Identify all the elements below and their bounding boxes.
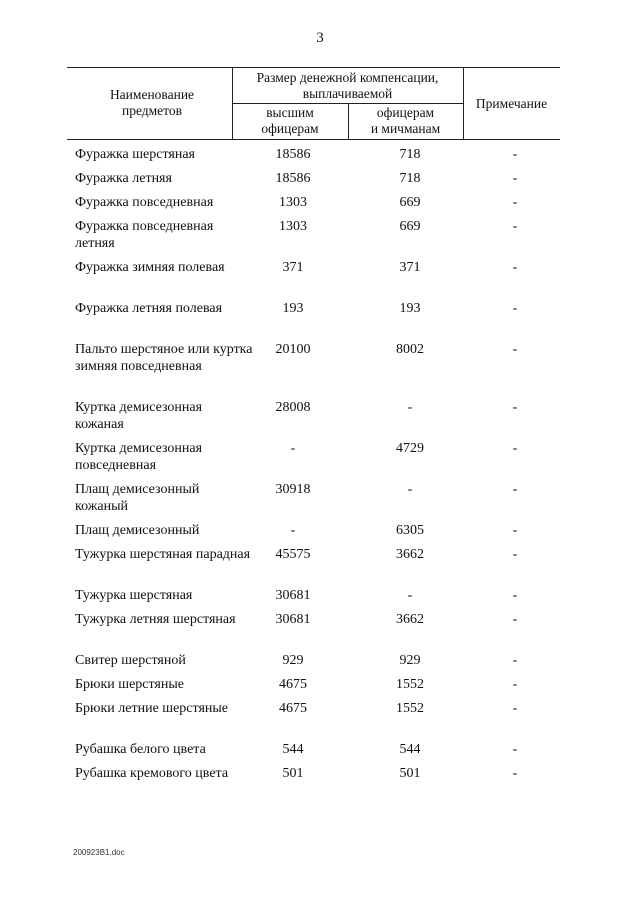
value-officers-midshipmen: 544: [399, 742, 421, 757]
value-officers-midshipmen: -: [407, 400, 413, 415]
note-value: -: [512, 219, 518, 234]
footer-filename: 200923B1.doc: [73, 848, 125, 857]
item-name: Фуражка летняя: [75, 171, 172, 186]
item-name: Куртка демисезонная кожаная: [75, 400, 203, 432]
header-col-high-2: офицерам: [261, 121, 319, 136]
value-high-officers: -: [290, 441, 296, 456]
value-high-officers: 45575: [275, 547, 311, 562]
value-officers-midshipmen: 718: [399, 147, 421, 162]
item-name: Тужурка шерстяная: [75, 588, 193, 603]
item-name: Фуражка повседневная летняя: [75, 219, 214, 251]
note-value: -: [512, 701, 518, 716]
value-high-officers: 193: [282, 301, 304, 316]
note-value: -: [512, 301, 518, 316]
note-value: -: [512, 441, 518, 456]
item-name: Тужурка шерстяная парадная: [75, 547, 251, 562]
value-officers-midshipmen: 8002: [396, 342, 424, 357]
item-name: Фуражка зимняя полевая: [75, 260, 225, 275]
value-officers-midshipmen: 1552: [396, 701, 424, 716]
value-officers-midshipmen: -: [407, 482, 413, 497]
item-name: Свитер шерстяной: [75, 653, 186, 668]
value-high-officers: 4675: [279, 677, 307, 692]
value-officers-midshipmen: 193: [399, 301, 421, 316]
value-officers-midshipmen: -: [407, 588, 413, 603]
value-high-officers: 1303: [279, 195, 307, 210]
header-name-column: Наименование предметов: [109, 87, 195, 118]
header-note-column: Примечание: [475, 96, 548, 111]
value-officers-midshipmen: 3662: [396, 612, 424, 627]
value-high-officers: 18586: [275, 171, 311, 186]
value-high-officers: 501: [282, 766, 304, 781]
note-value: -: [512, 523, 518, 538]
header-group-title-1: Размер денежной компенсации,: [256, 70, 439, 85]
value-officers-midshipmen: 718: [399, 171, 421, 186]
note-value: -: [512, 742, 518, 757]
value-high-officers: 18586: [275, 147, 311, 162]
header-col-officers-1: офицерам: [376, 105, 435, 120]
value-high-officers: 30918: [275, 482, 311, 497]
header-col-high-1: высшим: [266, 105, 314, 120]
header-bottom-rule: [67, 139, 560, 140]
note-value: -: [512, 260, 518, 275]
header-col-officers-2: и мичманам: [370, 121, 441, 136]
note-value: -: [512, 482, 518, 497]
value-high-officers: 1303: [279, 219, 307, 234]
item-name: Куртка демисезонная повседневная: [75, 441, 203, 473]
value-officers-midshipmen: 501: [399, 766, 421, 781]
item-name: Брюки летние шерстяные: [75, 701, 229, 716]
value-high-officers: -: [290, 523, 296, 538]
value-high-officers: 20100: [275, 342, 311, 357]
note-value: -: [512, 171, 518, 186]
value-officers-midshipmen: 371: [399, 260, 421, 275]
note-value: -: [512, 195, 518, 210]
note-value: -: [512, 612, 518, 627]
value-officers-midshipmen: 4729: [396, 441, 424, 456]
value-officers-midshipmen: 929: [399, 653, 421, 668]
value-high-officers: 28008: [275, 400, 311, 415]
value-high-officers: 30681: [275, 612, 311, 627]
item-name: Фуражка шерстяная: [75, 147, 195, 162]
page-number: 3: [316, 30, 324, 46]
item-name: Пальто шерстяное или куртка зимняя повседневная: [75, 342, 253, 374]
header-top-rule: [67, 67, 560, 68]
item-name: Плащ демисезонный: [75, 523, 200, 538]
value-high-officers: 929: [282, 653, 304, 668]
note-value: -: [512, 588, 518, 603]
value-high-officers: 371: [282, 260, 304, 275]
item-name: Рубашка кремового цвета: [75, 766, 229, 781]
value-officers-midshipmen: 6305: [396, 523, 424, 538]
note-value: -: [512, 547, 518, 562]
note-value: -: [512, 677, 518, 692]
value-officers-midshipmen: 3662: [396, 547, 424, 562]
item-name: Тужурка летняя шерстяная: [75, 612, 236, 627]
value-officers-midshipmen: 1552: [396, 677, 424, 692]
value-officers-midshipmen: 669: [399, 195, 421, 210]
note-value: -: [512, 400, 518, 415]
item-name: Рубашка белого цвета: [75, 742, 206, 757]
value-high-officers: 30681: [275, 588, 311, 603]
note-value: -: [512, 147, 518, 162]
header-group-title-2: выплачиваемой: [302, 86, 393, 101]
item-name: Брюки шерстяные: [75, 677, 184, 692]
note-value: -: [512, 766, 518, 781]
item-name: Фуражка повседневная: [75, 195, 214, 210]
value-officers-midshipmen: 669: [399, 219, 421, 234]
item-name: Фуражка летняя полевая: [75, 301, 223, 316]
value-high-officers: 4675: [279, 701, 307, 716]
value-high-officers: 544: [282, 742, 304, 757]
item-name: Плащ демисезонный кожаный: [75, 482, 200, 514]
note-value: -: [512, 342, 518, 357]
note-value: -: [512, 653, 518, 668]
